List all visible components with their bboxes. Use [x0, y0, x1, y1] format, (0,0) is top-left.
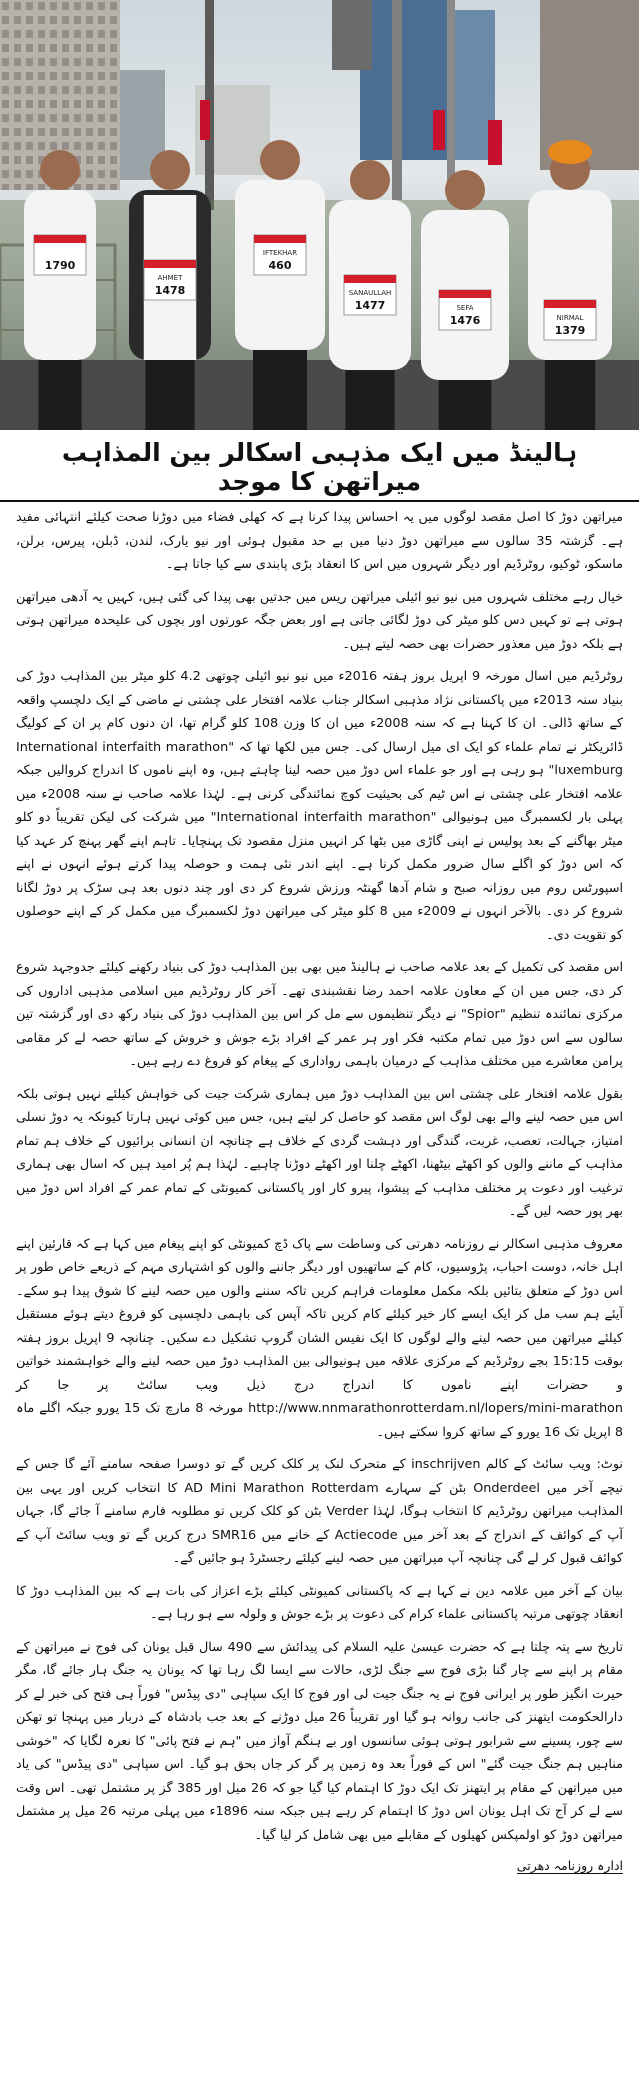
paragraph-purpose: بقول علامہ افتخار علی چشتی اس بین المذاہب دوڑ میں ہماری شرکت جیت کی خواہش کیلئے نہیں ہوتی بلکہ اس میں حصہ لینے والے بھی لوگ اس مقصد کو حاصل کر لیتے ہیں، جس میں کوئی نہیں ہارتا کیونکہ یہ دوڑ نسلی امتیاز، جہالت، تعصب، غربت، گندگی اور دہشت گردی کے خلاف ہے چنانچہ ان انسانی برائیوں کے خلاف ہم تمام مذاہب کے ماننے والوں کو اکھٹے بیٹھنا، اکھٹے چلنا اور اکھٹے دوڑنا چاہیے۔ لہٰذا ہم پُر امید ہیں کہ اسال بھی ہماری ترغیب اور دعوت پر مختلف مذاہب کے پیشوا، پیرو کار اور پاکستانی کمیونٹی کے تمام عمر کے افراد اس دوڑ میں بھر پور حصہ لیں گے۔ [16, 1086, 623, 1219]
article-body [0, 502, 639, 1847]
bib-name: AHMET [157, 274, 183, 282]
paragraph-message: معروف مذہبی اسکالر نے روزنامہ دھرتی کی وساطت سے پاک ڈچ کمیونٹی کو اپنے پیغام میں کہا ہے کہ قارئین اپنے اہل خانہ، دوست احباب، پڑوسیوں، کام کے ساتھیوں اور دیگر جاننے والوں کو اشتہاری مہم کے ذریعے خاص طور پر اس دوڑ کے متعلق بتائیں بلکہ مکمل معلومات فراہم کریں تاکہ سننے والوں میں حصہ لینے کا شوق پیدا ہو سکے۔ آیئے ہم سب مل کر ایک ایسے کار خیر کیلئے کام کریں تاکہ آپس کی باہمی دلچسپی کو فروغ دیتے ہوئے مستقبل کیلئے میراتھن میں حصہ لینے والے لوگوں کا ایک نفیس الشان گروپ تشکیل دے سکیں۔ چنانچہ 9 اپریل بروز ہفتہ بوقت 15:15 بجے روٹرڈیم کے مرکزی علاقہ میں ہونیوالی بین المذاہب دوڑ میں حصہ لینے والے خواہشمند خواتین و حضرات اپنے ناموں کا اندراج درج ذیل ویب سائٹ پر جا کر http://www.nnmarathonrotterdam.nl/lopers/mini-marathon مورخہ 8 مارچ تک 15 یورو جبکہ اگلے ماہ 8 اپریل تک 16 یورو کے ساتھ کروا سکتے ہیں۔ [16, 1236, 623, 1440]
bib-number: 460 [268, 259, 292, 272]
bib-number: 1790 [44, 259, 76, 272]
bib-number: 1477 [354, 299, 386, 312]
paragraph-registration-note: نوٹ: ویب سائٹ کے کالم inschrijven کے متحرک لنک پر کلک کریں گے تو دوسرا صفحہ سامنے آئے گا جس کے نیچے آخر میں Onderdeel بٹن کے سہارے AD Mini Marathon Rotterdam کا انتخاب کریں اور یہی بین المذاہب میراتھن روٹرڈیم کا انتخاب ہوگا، لہٰذا Verder بٹن کو کلک کریں تو مطلوبہ فارم سامنے آ جائے گا، جہاں آپ کے کوائف کے اندراج کے بعد آخر میں Actiecode کے خانے میں SMR16 درج کریں گے تو ویب سائٹ آپ کے کوائف قبول کر لے گی چنانچہ آپ میراتھن میں حصہ لینے کیلئے رجسٹرڈ ہو جائیں گے۔ [16, 1457, 623, 1566]
bib-name: SANAULLAH [348, 289, 392, 297]
bib-number: 1478 [154, 284, 186, 297]
article-headline: ہالینڈ میں ایک مذہبی اسکالر بین المذاہب میراتھن کا موجد [0, 438, 639, 502]
bib-name: NIRMAL [556, 314, 584, 322]
runners-photo [0, 0, 639, 430]
paragraph-history: تاریخ سے پتہ چلتا ہے کہ حضرت عیسیٰ علیہ السلام کی پیدائش سے 490 سال قبل یونان کی فوج نے میراتھن کے مقام پر اپنے سے چار گنا بڑی فوج سے جنگ لڑی، حالات سے ایسا لگ رہا تھا کہ یونان یہ جنگ ہار جائے گا، مگر حیرت انگیز طور پر ایرانی فوج نے یہ جنگ جیت لی اور فوج کا ایک سپاہی "دی پیڈس" فوراً ہی فتح کی خبر لے کر دارالحکومت ایتھنز کی جانب روانہ ہو گیا اور تقریباً 26 میل دوڑنے کے بعد جب بادشاہ کے دربار میں پہنچا تو تھکن سے چور، پسینے سے شرابور ہوتی ہوئی سانسوں اور بے ہنگم آواز میں "ہم نے فتح پائی" کا نعرہ لگایا کہ "خوشی مناہیں ہم جنگ جیت گئے" اس کے فوراً بعد وہ زمین پر گر کر جاں بحق ہو گیا۔ اس سپاہی "دی پیڈس" کی یاد میں میراتھن کے مقام پر ایتھنز تک ایک دوڑ کا اہتمام کیا گیا جو کہ 26 میل اور 385 گز پر مشتمل تھی۔ اس وقت سے لے کر آج تک اہل یونان اس دوڑ کا اہتمام کر رہے ہیں جبکہ سنہ 1896ء میں پہلی مرتبہ 26 میل پر مشتمل میراتھن دوڑ کو اولمپکس کھیلوں کے مقابلے میں بھی شامل کر لیا گیا۔ [16, 1639, 624, 1843]
paragraph-origin: روٹرڈیم میں اسال مورخہ 9 اپریل بروز ہفتہ 2016ء میں نیو نیو ائیلی چوتھی 4.2 کلو میٹر بین المذاہب دوڑ کی بنیاد سنہ 2013ء میں پاکستانی نژاد مذہبی اسکالر جناب علامہ افتخار علی چشتی نے ماضی کے ایک دلچسپ واقعہ کے ساتھ ڈالی۔ ان کا کہنا ہے کہ سنہ 2008ء میں ان کا وزن 108 کلو گرام تھا، ان دنوں کام پر ان کے کولیگ ڈائریکٹر نے تمام علماء کو ایک ای میل ارسال کی۔ جس میں لکھا تھا کہ "International interfaith marathon luxemburg" ہو رہی ہے اور جو علماء اس دوڑ میں حصہ لینا چاہتے ہیں، وہ اپنے ناموں کا اندراج کروالیں جبکہ علامہ افتخار علی چشتی نے اس ٹیم کی بحیثیت کوچ نمائندگی کرنی ہے۔ لہٰذا علامہ صاحب نے سنہ 2008ء میں پہلی بار لکسمبرگ میں ہونیوالی "International interfaith marathon" میں شرکت کی لیکن تقریباً دو کلو میٹر بھاگنے کے بعد پولیس نے اپنی گاڑی میں بٹھا کر انہیں منزل مقصود تک پہنچایا۔ تاہم اپنے گھر پہنچ کر عہد کیا کہ اس دوڑ کو اگلے سال ضرور مکمل کرنا ہے۔ اپنے اندر نئی ہمت و حوصلہ پیدا کرتے ہوئے انہوں نے اپنے اسپورٹس روم میں روزانہ صبح و شام آدھا گھنٹہ ورزش شروع کر دی اور چند دنوں بعد ہی سڑک پر دوڑ لگانا شروع کر دی۔ بالآخر انہوں نے 2009ء میں 8 کلو میٹر کی میراتھن دوڑ لکسمبرگ میں مکمل کر کے اپنے حوصلوں کو تقویت دی۔ [16, 669, 624, 943]
bib-name: IFTEKHAR [262, 249, 298, 257]
bib-name: SEFA [456, 304, 474, 312]
bib-number: 1379 [554, 324, 586, 337]
newspaper-credit [0, 1856, 639, 1873]
paragraph-intro: میراتھن دوڑ کا اصل مقصد لوگوں میں یہ احساس پیدا کرنا ہے کہ کھلی فضاء میں دوڑنا صحت کیلئے انتہائی مفید ہے۔ گزشتہ 35 سالوں سے میراتھن دوڑ دنیا میں بے حد مقبول ہوئی اور نیو یارک، لندن، ڈبلن، پیرس، برلن، ماسکو، ٹوکیو، روٹرڈیم اور دیگر شہروں میں اس کا انعقاد بڑی پابندی سے کیا جاتا ہے۔ [16, 510, 623, 572]
credit-text: ادارہ روزنامہ دھرتی [516, 1858, 623, 1873]
paragraph-netherlands: اس مقصد کی تکمیل کے بعد علامہ صاحب نے ہالینڈ میں بھی بین المذاہب دوڑ کی بنیاد رکھنے کیلئے جدوجہد شروع کر دی، جس میں ان کے معاون علامہ احمد رضا نقشبندی تھے۔ آخر کار روٹرڈیم میں اسلامی مذہبی اداروں کی مرکزی نمائندہ تنظیم "Spior" نے دیگر تنظیموں سے مل کر اس بین المذاہب دوڑ کی بنیاد رکھ دی اور گزشتہ تین سالوں سے اس دوڑ میں تمام مکتبہ فکر اور ہر عمر کے افراد بڑے جوش و خروش کے ساتھ حصہ لے کر مقامی پرامن معاشرے میں مختلف مذاہب کے درمیان باہمی رواداری کے پیغام کو فروغ دے رہے ہیں۔ [16, 960, 623, 1069]
paragraph-variants: خیال رہے مختلف شہروں میں نیو نیو ائیلی میراتھن ریس میں جدتیں بھی پیدا کی گئی ہیں، کہیں یہ آدھی میراتھن ہوتی ہے تو کہیں دس کلو میٹر کی دوڑ لگائی جاتی ہے اور بعض جگہ عورتوں اور بچوں کی علیحدہ میراتھن ہوتی ہے بلکہ دوڑ میں معذور حضرات بھی حصہ لیتے ہیں۔ [16, 589, 623, 652]
paragraph-honour: بیان کے آخر میں علامہ دین نے کہا ہے کہ پاکستانی کمیونٹی کیلئے بڑے اعزاز کی بات ہے کہ بین المذاہب دوڑ کا انعقاد چوتھی مرتبہ پاکستانی علماء کرام کی دعوت پر بڑے جوش و ولولہ سے ہو رہا ہے۔ [16, 1583, 623, 1622]
bib-number: 1476 [449, 314, 481, 327]
photo-illustration [0, 0, 639, 430]
